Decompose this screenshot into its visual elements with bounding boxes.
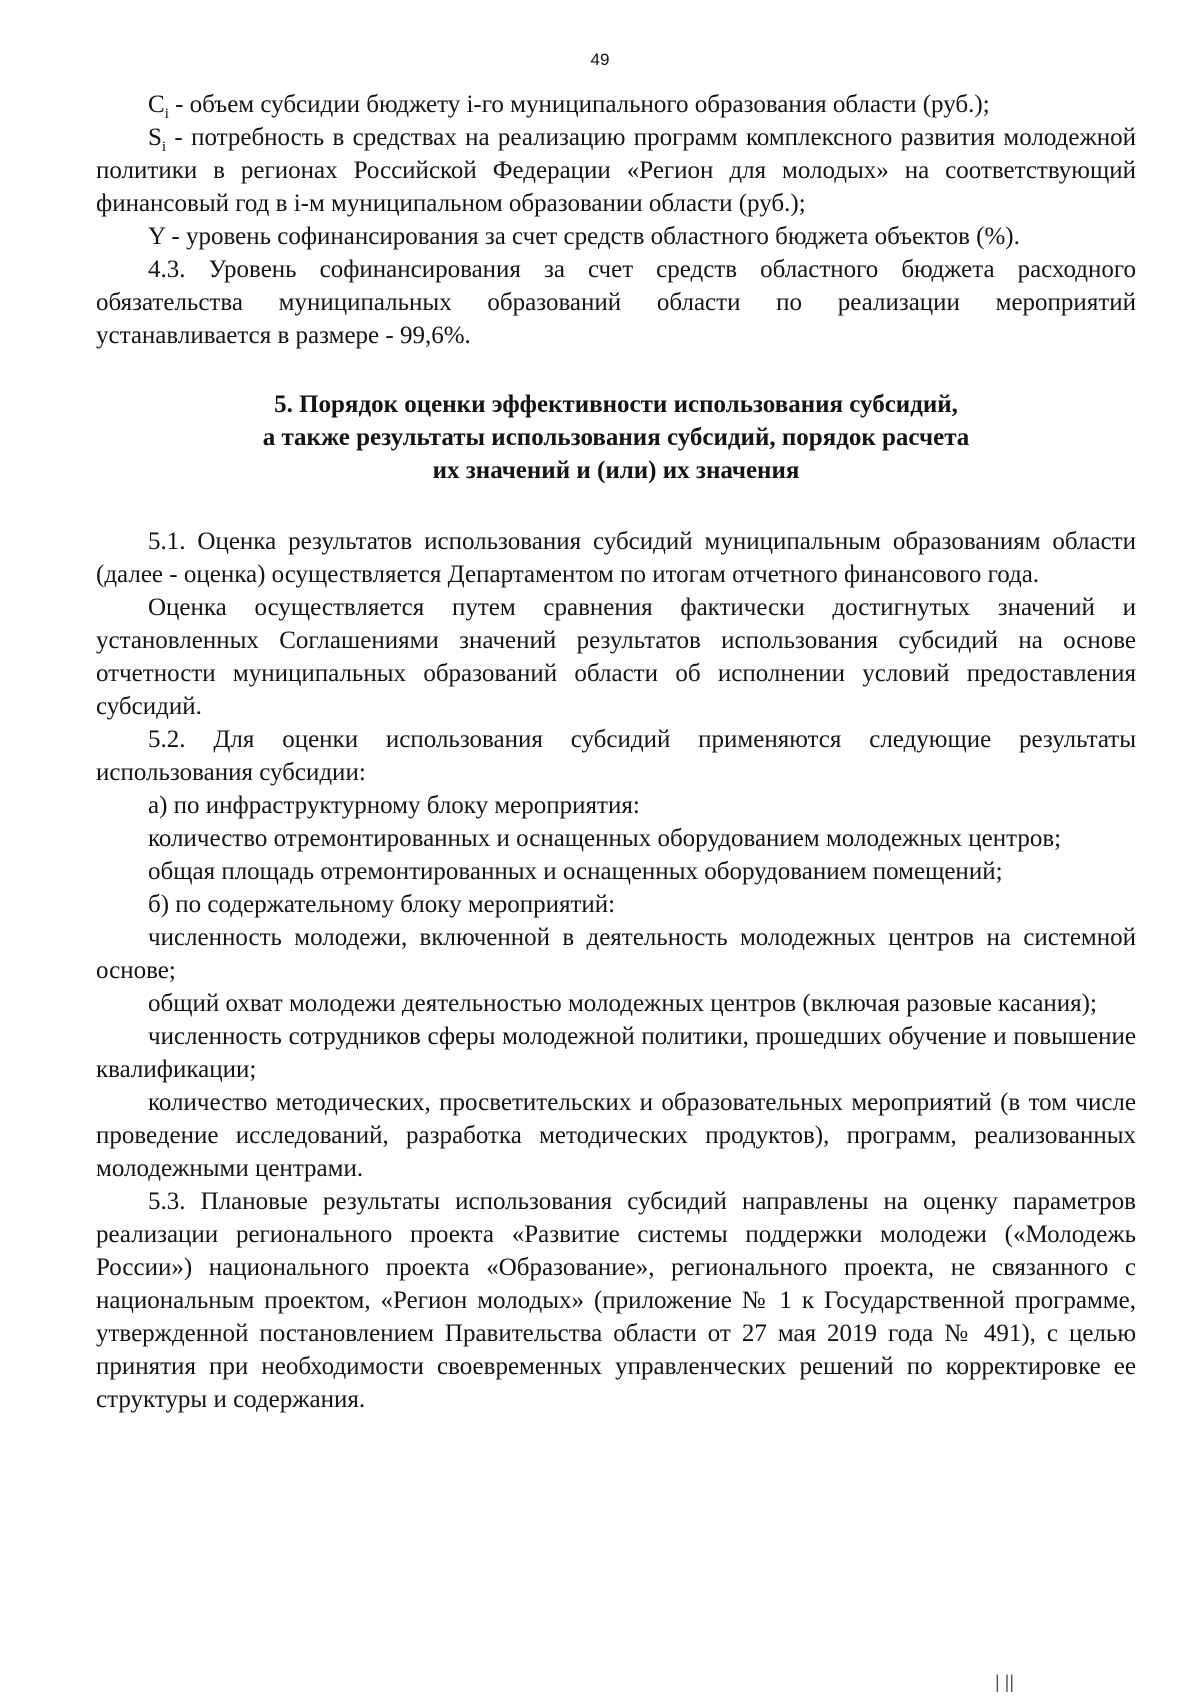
variable-symbol: Y	[148, 223, 166, 250]
scan-edge-mark: | ||	[994, 1672, 1014, 1692]
paragraph: б) по содержательному блоку мероприятий:	[148, 891, 616, 918]
paragraph: общий охват молодежи деятельностью молодежных центров (включая разовые касания);	[148, 990, 1097, 1017]
paragraph: общая площадь отремонтированных и оснащенных оборудованием помещений;	[148, 858, 1003, 885]
variable-definitions	[96, 88, 1136, 253]
paragraph: Оценка осуществляется путем сравнения фактически достигнутых значений и установленных Соглашениями значений результатов использования субсидий на основе отчетности муниципальных образований области об исполнении условий предоставления субсидий.	[96, 594, 1136, 720]
variable-definition	[96, 88, 1136, 121]
variable-description: - уровень софинансирования за счет средств областного бюджета объектов (%).	[165, 223, 1020, 250]
heading-line-3: их значений и (или) их значения	[432, 457, 800, 484]
heading-line-2: а также результаты использования субсидий, порядок расчета	[262, 424, 970, 451]
variable-symbol: S	[148, 124, 162, 151]
paragraph: количество отремонтированных и оснащенных оборудованием молодежных центров;	[148, 825, 1062, 852]
variable-definition	[96, 121, 1136, 220]
section-heading	[96, 388, 1136, 487]
paragraph: численность молодежи, включенной в деятельность молодежных центров на системной основе;	[96, 924, 1136, 984]
heading-line-1: 5. Порядок оценки эффективности использования субсидий,	[274, 391, 958, 418]
paragraph: численность сотрудников сферы молодежной политики, прошедших обучение и повышение квалификации;	[96, 1023, 1136, 1083]
variable-symbol: C	[148, 91, 165, 118]
paragraph: 5.1. Оценка результатов использования субсидий муниципальным образованиям области (далее - оценка) осуществляется Департаментом по итогам отчетного финансового года.	[96, 528, 1136, 588]
variable-subscript: i	[164, 106, 169, 122]
paragraph: а) по инфраструктурному блоку мероприятия:	[148, 792, 640, 819]
paragraph: количество методических, просветительских и образовательных мероприятий (в том числе проведение исследований, разработка методических продуктов), программ, реализованных молодежными центрами.	[96, 1089, 1136, 1182]
page-number: 49	[590, 50, 610, 69]
variable-subscript: i	[161, 139, 167, 155]
variable-description: - объем субсидии бюджету i-го муниципального образования области (руб.);	[168, 91, 990, 118]
paragraph: 5.2. Для оценки использования субсидий применяются следующие результаты использования субсидии:	[96, 726, 1136, 786]
section-5-body	[96, 525, 1136, 1416]
variable-description: - потребность в средствах на реализацию программ комплексного развития молодежной политики в регионах Российской Федерации «Регион для молодых» на соответствующий финансовый год в i-м муниципальном образовании области (руб.);	[96, 124, 1136, 217]
paragraph: 5.3. Плановые результаты использования субсидий направлены на оценку параметров реализации регионального проекта «Развитие системы поддержки молодежи («Молодежь России») национального проекта «Образование», регионального проекта, не связанного с национальным проектом, «Регион молодых» (приложение № 1 к Государственной программе, утвержденной постановлением Правительства области от 27 мая 2019 года № 491), с целью принятия при необходимости своевременных управленческих решений по корректировке ее структуры и содержания.	[96, 1188, 1136, 1413]
document-body	[96, 88, 1136, 1416]
variable-definition	[96, 220, 1136, 253]
paragraph-4-3: 4.3. Уровень софинансирования за счет средств областного бюджета расходного обязательства муниципальных образований области по реализации мероприятий устанавливается в размере - 99,6%.	[96, 256, 1136, 349]
